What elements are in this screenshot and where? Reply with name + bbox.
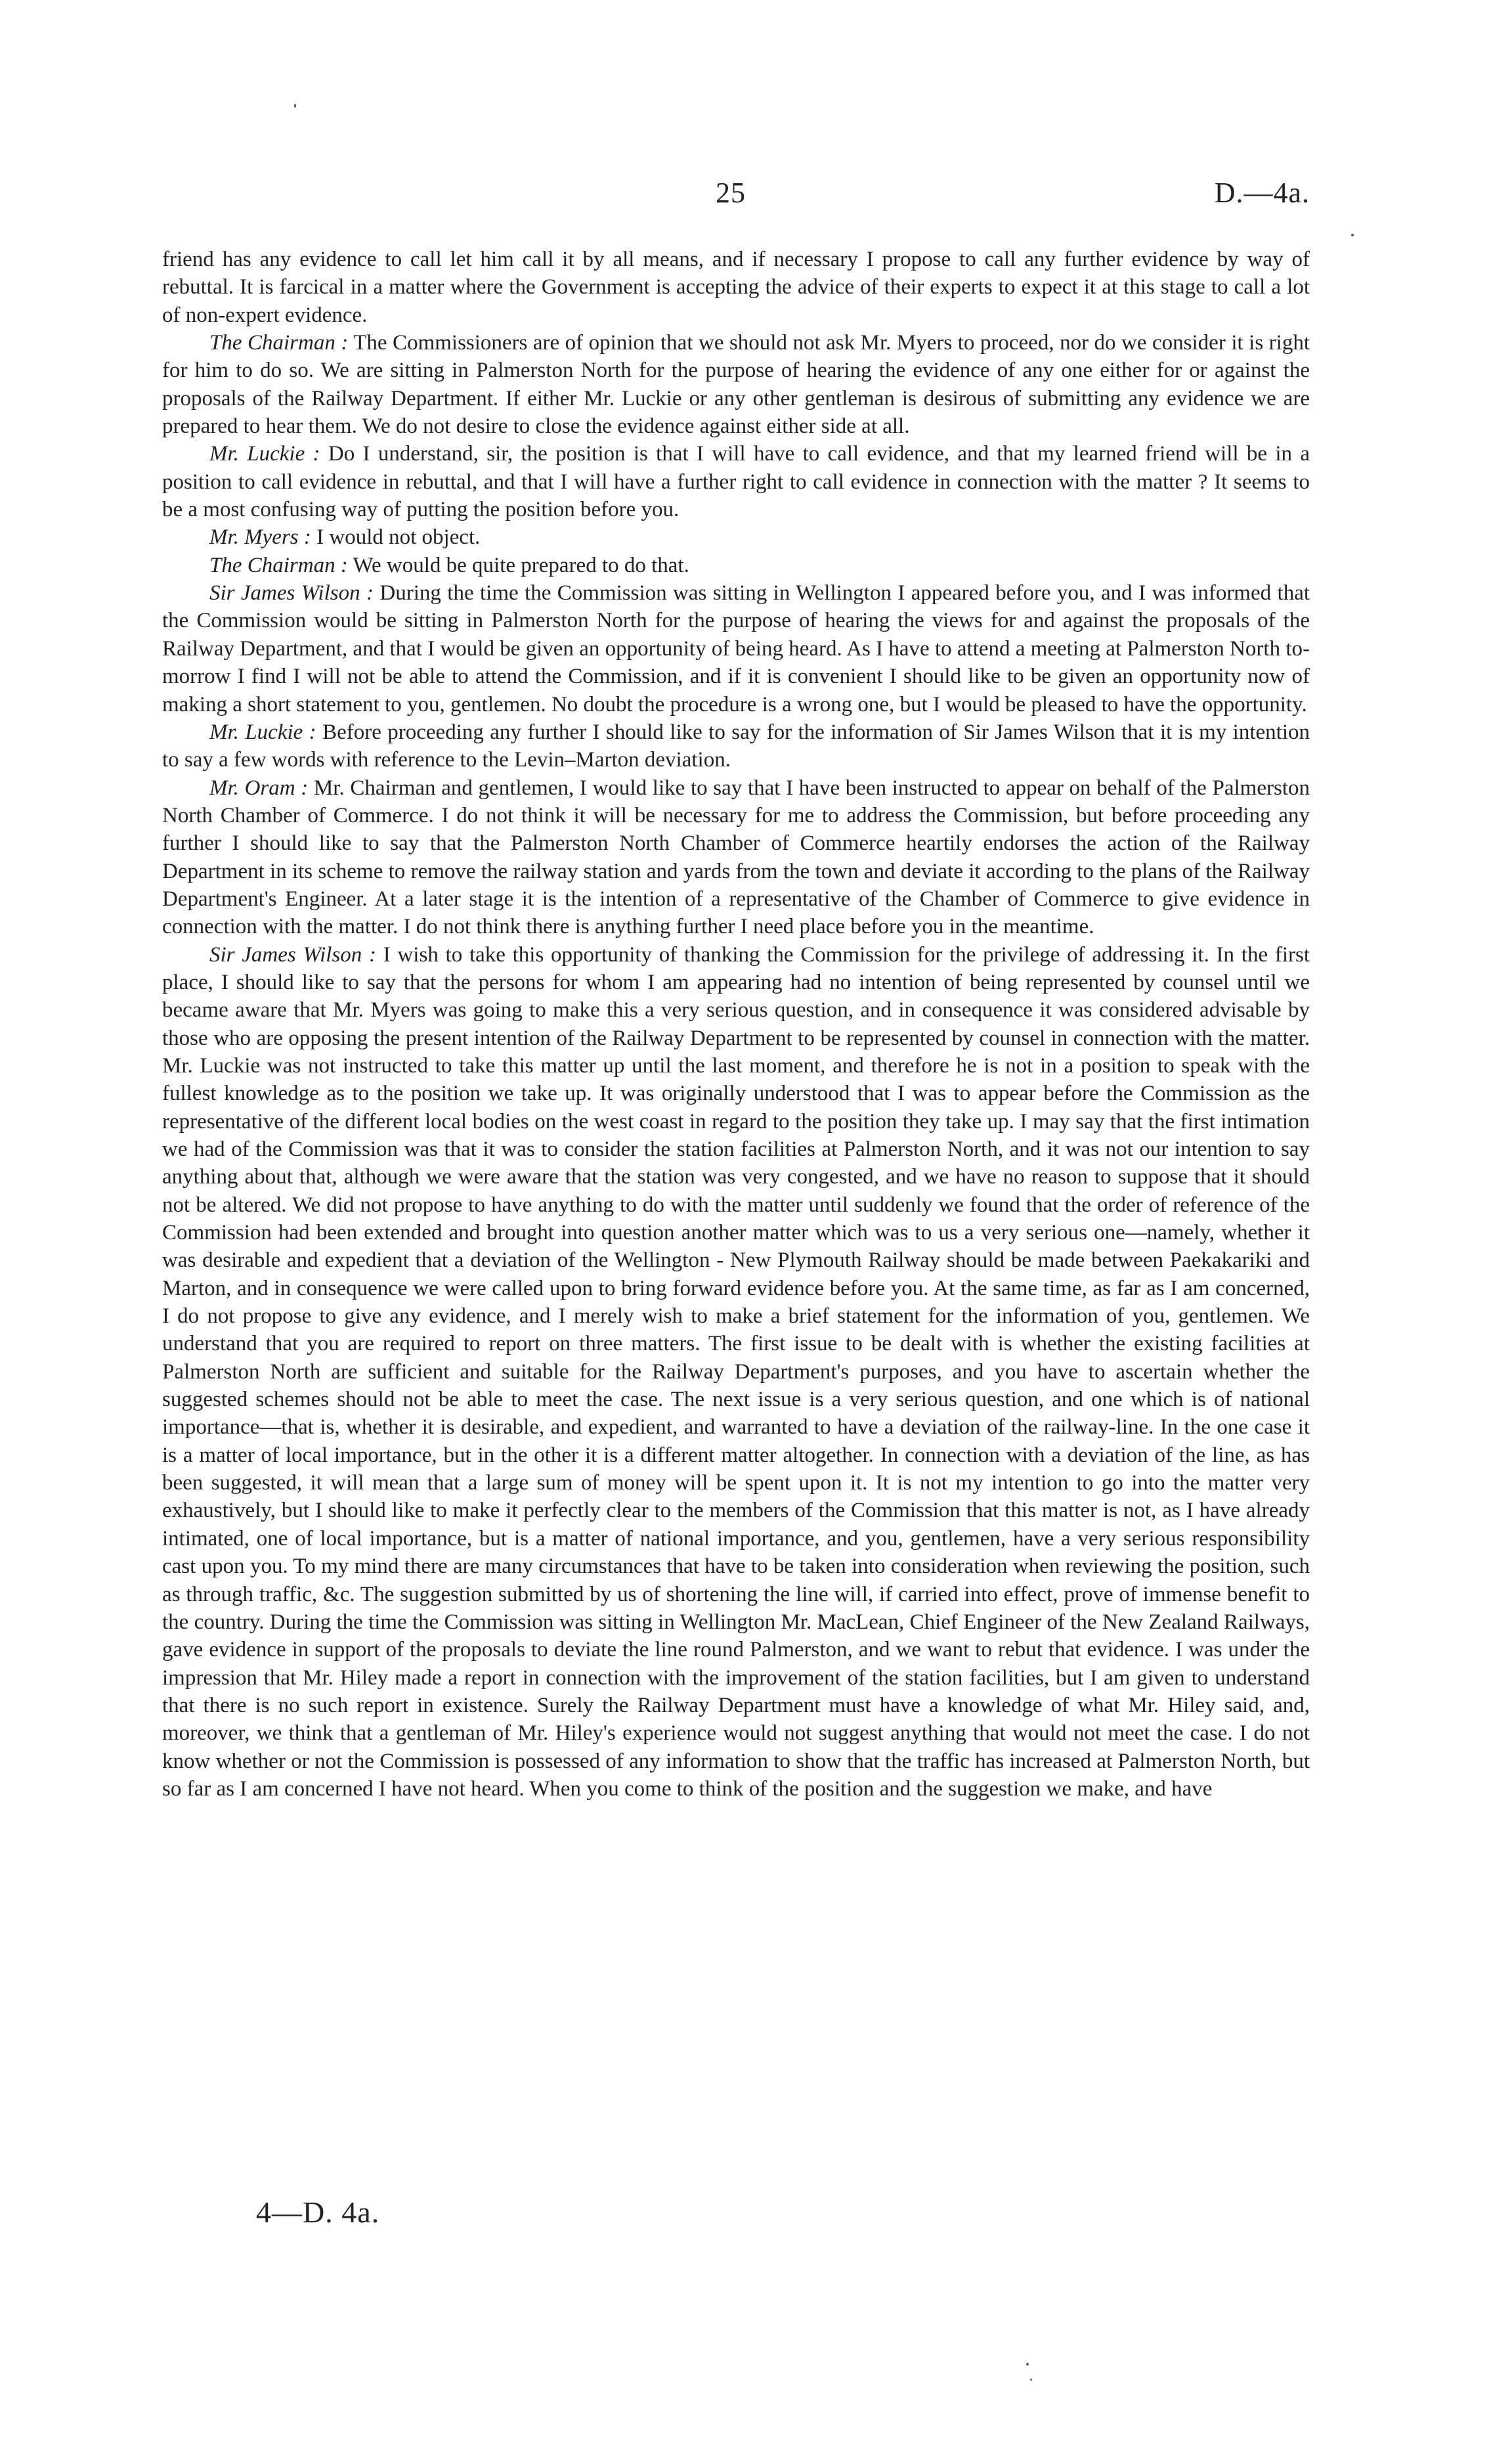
paragraph-text: Mr. Chairman and gentlemen, I would like to say that I have been instructed to appear on behalf of the Palmerston North Chamber of Commerce. I do not think it will be necessary for me to address the Commission, but before proceeding any further I should like to say that the Palmerston North Chamber of Commerce heartily endorses the action of the Railway Department in its scheme to remove the railway station and yards from the town and deviate it according to the plans of the Railway Department's Engineer. At a later stage it is the intention of a representative of the Chamber of Commerce to give evidence in connection with the matter. I do not think there is anything further I need place before you in the meantime. — [162, 776, 1310, 939]
signature-mark: 4—D. 4a. — [256, 2195, 380, 2229]
speaker-name: Sir James Wilson : — [209, 942, 377, 967]
paragraph-text: Do I understand, sir, the position is that I will have to call evidence, and that my learned friend will be in a position to call evidence in rebuttal, and that I will have a further right to call evidence in connection with the matter ? It seems to be a most confusing way of putting the position before you. — [162, 442, 1310, 522]
paragraph — [162, 440, 1310, 523]
scan-speck — [1030, 2379, 1032, 2381]
paragraph — [162, 523, 1310, 551]
speaker-name: The Chairman : — [209, 331, 349, 355]
scan-speck — [1026, 2363, 1029, 2366]
scan-speck — [294, 104, 296, 108]
paragraph — [162, 718, 1310, 774]
paragraph — [162, 246, 1310, 329]
speaker-name: Mr. Oram : — [209, 776, 309, 800]
speaker-name: Mr. Luckie : — [209, 720, 316, 744]
paragraph — [162, 329, 1310, 440]
paragraph-text: friend has any evidence to call let him call it by all means, and if necessary I propose to call any further evidence by way of rebuttal. It is farcical in a matter where the Government is accepting the advice of their experts to expect it at this stage to call a lot of non-expert evidence. — [162, 248, 1310, 327]
paragraph-text: The Commissioners are of opinion that we should not ask Mr. Myers to proceed, nor do we consider it is right for him to do so. We are sitting in Palmerston North for the purpose of hearing the evidence of any one either for or against the proposals of the Railway Department. If either Mr. Luckie or any other gentleman is desirous of submitting any evidence we are prepared to hear them. We do not desire to close the evidence against either side at all. — [162, 331, 1310, 439]
speaker-name: The Chairman : — [209, 553, 348, 577]
paragraph-text: I would not object. — [316, 525, 481, 550]
paragraph-text: We would be quite prepared to do that. — [353, 553, 689, 577]
paragraph — [162, 774, 1310, 941]
scan-speck — [1351, 234, 1354, 236]
body-text — [162, 246, 1310, 1803]
page-header — [0, 176, 1512, 215]
paragraph-text: Before proceeding any further I should like to say for the information of Sir James Wilson that it is my intention to say a few words with reference to the Levin–Marton deviation. — [162, 720, 1310, 772]
paragraph — [162, 941, 1310, 1803]
speaker-name: Sir James Wilson : — [209, 581, 374, 605]
speaker-name: Mr. Myers : — [209, 525, 311, 550]
paragraph-text: I wish to take this opportunity of thanking the Commission for the privilege of addressing it. In the first place, I should like to say that the persons for whom I am appearing had no intention of being represented by counsel until we became aware that Mr. Myers was going to make this a very serious question, and in consequence it was considered advisable by those who are opposing the present intention of the Railway Department to be represented by counsel in connection with the matter. Mr. Luckie was not instructed to take this matter up until the last moment, and therefore he is not in a position to speak with the fullest knowledge as to the position we take up. It was originally understood that I was to appear before the Commission as the representative of the different local bodies on the west coast in regard to the position they take up. I may say that the first intimation we had of the Commission was that it was to consider the station facilities at Palmerston North, and it was not our intention to say anything about that, although we were aware that the station was very congested, and we have no reason to suppose that it should not be altered. We did not propose to have anything to do with the matter until suddenly we found that the order of reference of the Commission had been extended and brought into question another matter which was to us a very serious one—namely, whether it was desirable and expedient that a deviation of the Wellington - New Plymouth Railway should be made between Paekakariki and Marton, and in consequence we were called upon to bring forward evidence before you. At the same time, as far as I am concerned, I do not propose to give any evidence, and I merely wish to make a brief statement for the information of you, gentlemen. We understand that you are required to report on three matters. The first issue to be dealt with is whether the existing facilities at Palmerston North are sufficient and suitable for the Railway Department's purposes, and you have to ascertain whether the suggested schemes should not be able to meet the case. The next issue is a very serious question, and one which is of national importance—that is, whether it is desirable, and expedient, and warranted to have a deviation of the railway-line. In the one case it is a matter of local importance, but in the other it is a different matter altogether. In connection with a deviation of the line, as has been suggested, it will mean that a large sum of money will be spent upon it. It is not my intention to go into the matter very exhaustively, but I should like to make it perfectly clear to the members of the Commission that this matter is not, as I have already intimated, one of local importance, but is a matter of national importance, and you, gentlemen, have a very serious responsibility cast upon you. To my mind there are many circumstances that have to be taken into consideration when reviewing the position, such as through traffic, &c. The suggestion submitted by us of shortening the line will, if carried into effect, prove of immense benefit to the country. During the time the Commission was sitting in Wellington Mr. MacLean, Chief Engineer of the New Zealand Railways, gave evidence in support of the proposals to deviate the line round Palmerston, and we want to rebut that evidence. I was under the impression that Mr. Hiley made a report in connection with the improvement of the station facilities, but I am given to understand that there is no such report in existence. Surely the Railway Department must have a knowledge of what Mr. Hiley said, and, moreover, we think that a gentleman of Mr. Hiley's experience would not suggest anything that would not meet the case. I do not know whether or not the Commission is possessed of any information to show that the traffic has increased at Palmerston North, but so far as I am concerned I have not heard. When you come to think of the position and the suggestion we make, and have — [162, 942, 1310, 1801]
page-number: 25 — [716, 177, 746, 209]
paragraph-text: During the time the Commission was sitting in Wellington I appeared before you, and I was informed that the Commission would be sitting in Palmerston North for the purpose of hearing the views for and against the proposals of the Railway Department, and that I would be given an opportunity of being heard. As I have to attend a meeting at Palmerston North to-morrow I find I will not be able to attend the Commission, and if it is convenient I should like to be given an opportunity now of making a short statement to you, gentlemen. No doubt the procedure is a wrong one, but I would be pleased to have the opportunity. — [162, 581, 1310, 716]
paragraph — [162, 579, 1310, 718]
paragraph — [162, 552, 1310, 579]
speaker-name: Mr. Luckie : — [209, 442, 320, 466]
document-reference: D.—4a. — [1214, 177, 1310, 209]
